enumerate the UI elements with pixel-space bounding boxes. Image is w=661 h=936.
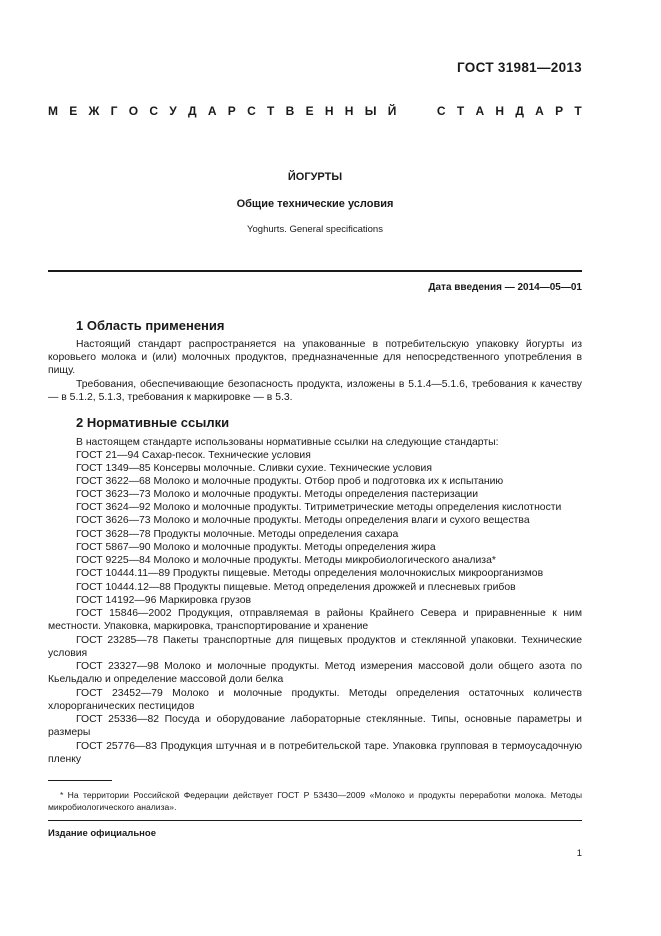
footnote-divider bbox=[48, 780, 112, 781]
reference-item: ГОСТ 5867—90 Молоко и молочные продукты. Методы определения жира bbox=[76, 542, 436, 553]
reference-item: ГОСТ 3623—73 Молоко и молочные продукты. Методы определения пастеризации bbox=[76, 489, 479, 500]
reference-item: ГОСТ 9225—84 Молоко и молочные продукты. Методы микробиологического анализа* bbox=[76, 555, 496, 566]
reference-item: ГОСТ 23452—79 Молоко и молочные продукты. Методы определения остаточных количеств хлорорганических пестицидов bbox=[48, 688, 582, 713]
standard-subtitle: Общие технические условия bbox=[236, 198, 394, 210]
section-1-title: 1 Область применения bbox=[76, 318, 225, 333]
english-title: Yoghurts. General specifications bbox=[247, 224, 383, 235]
reference-item: ГОСТ 1349—85 Консервы молочные. Сливки сухие. Технические условия bbox=[76, 463, 432, 474]
official-edition-label: Издание официальное bbox=[48, 828, 156, 839]
reference-item: ГОСТ 3628—78 Продукты молочные. Методы определения сахара bbox=[76, 529, 399, 540]
reference-item: ГОСТ 14192—96 Маркировка грузов bbox=[76, 595, 252, 606]
reference-item: ГОСТ 10444.12—88 Продукты пищевые. Метод определения дрожжей и плесневых грибов bbox=[76, 582, 516, 593]
standard-type-heading: М Е Ж Г О С У Д А Р С Т В Е Н Н Ы Й С Т А Н Д А Р Т bbox=[48, 104, 582, 118]
section-2-title: 2 Нормативные ссылки bbox=[76, 415, 230, 430]
reference-item: ГОСТ 3622—68 Молоко и молочные продукты. Отбор проб и подготовка их к испытанию bbox=[76, 476, 504, 487]
section-1-paragraph: Настоящий стандарт распространяется на упакованные в потребительскую упаковку йогурты из коровьего молока и (или) молочных продуктов, предназначенные для непосредственного употребления в пищу. bbox=[48, 339, 582, 377]
reference-item: ГОСТ 10444.11—89 Продукты пищевые. Методы определения молочнокислых микроорганизмов bbox=[76, 568, 544, 579]
reference-item: ГОСТ 3624—92 Молоко и молочные продукты. Титриметрические методы определения кислотности bbox=[76, 502, 562, 513]
section-2-intro: В настоящем стандарте использованы нормативные ссылки на следующие стандарты: bbox=[76, 437, 499, 448]
page-number: 1 bbox=[576, 848, 582, 859]
reference-item: ГОСТ 3626—73 Молоко и молочные продукты. Методы определения влаги и сухого вещества bbox=[76, 515, 530, 526]
reference-item: ГОСТ 21—94 Сахар-песок. Технические условия bbox=[76, 450, 311, 461]
title-divider bbox=[48, 270, 582, 272]
standard-title: ЙОГУРТЫ bbox=[287, 171, 343, 183]
reference-item: ГОСТ 25776—83 Продукция штучная и в потребительской таре. Упаковка групповая в термоусадочную пленку bbox=[48, 741, 582, 766]
reference-item: ГОСТ 15846—2002 Продукция, отправляемая в районы Крайнего Севера и приравненные к ним местности. Упаковка, маркировка, транспортирование и хранение bbox=[48, 608, 582, 633]
section-1-paragraph: Требования, обеспечивающие безопасность продукта, изложены в 5.1.4—5.1.6, требования к качеству — в 5.1.2, 5.1.3, требования к маркировке — в 5.3. bbox=[48, 379, 582, 404]
reference-item: ГОСТ 23285—78 Пакеты транспортные для пищевых продуктов и стеклянной упаковки. Технические условия bbox=[48, 635, 582, 660]
introduction-date: Дата введения — 2014—05—01 bbox=[428, 282, 582, 293]
edition-divider bbox=[48, 820, 582, 821]
reference-item: ГОСТ 25336—82 Посуда и оборудование лабораторные стеклянные. Типы, основные параметры и размеры bbox=[48, 714, 582, 739]
reference-item: ГОСТ 23327—98 Молоко и молочные продукты. Метод измерения массовой доли общего азота по Кьельдалю и определение массовой доли белка bbox=[48, 661, 582, 686]
footnote: * На территории Российской Федерации действует ГОСТ Р 53430—2009 «Молоко и продукты переработки молока. Методы микробиологического анализа». bbox=[48, 790, 582, 812]
document-number: ГОСТ 31981—2013 bbox=[457, 60, 582, 75]
